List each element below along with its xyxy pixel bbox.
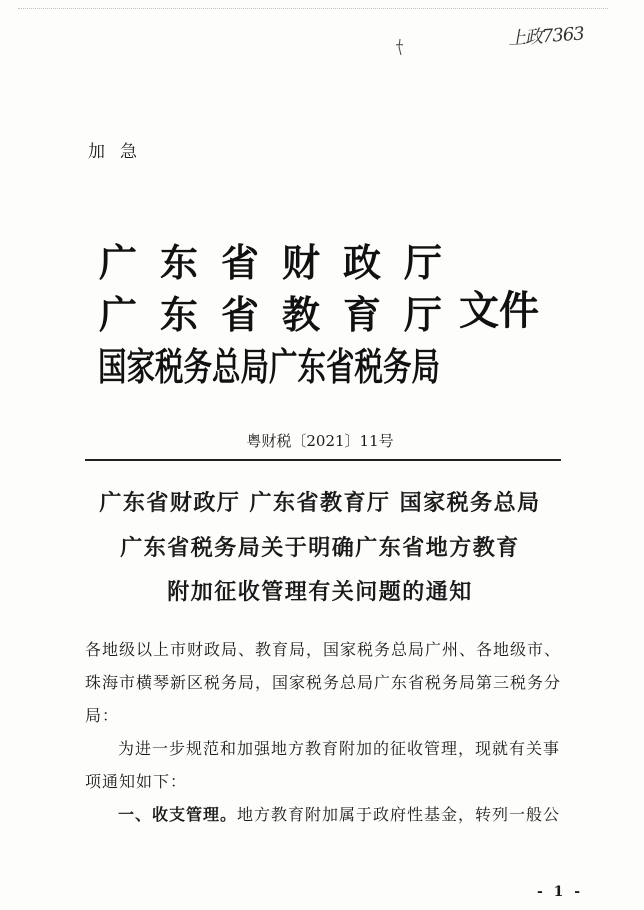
header-issuer-finance: 广东省财政厅	[99, 240, 466, 285]
pen-mark	[394, 38, 406, 56]
section-1-heading: 一、收支管理。	[118, 805, 238, 824]
salutation-line-3: 局：	[85, 706, 120, 725]
page-number: - 1 -	[537, 884, 584, 900]
section-1-text: 地方教育附加属于政府性基金，转列一般公	[237, 805, 561, 824]
salutation-line-1: 各地级以上市财政局、教育局，国家税务总局广州、各地级市、	[85, 640, 562, 659]
title-line-2: 广东省税务局关于明确广东省地方教育	[120, 535, 520, 561]
salutation-line-2: 珠海市横琴新区税务局，国家税务总局广东省税务局第三税务分	[85, 673, 562, 692]
header-issuer-tax: 国家税务总局广东省税务局	[98, 344, 441, 389]
handwritten-note: 上政7363	[507, 23, 585, 50]
intro-line-1: 为进一步规范和加强地方教育附加的征收管理，现就有关事	[118, 739, 561, 758]
header-issuer-education: 广东省教育厅	[99, 292, 466, 337]
title-line-3: 附加征收管理有关问题的通知	[167, 579, 473, 605]
title-line-1: 广东省财政厅 广东省教育厅 国家税务总局	[99, 490, 541, 516]
header-divider	[85, 459, 561, 461]
document-number: 粤财税〔2021〕11号	[246, 432, 394, 450]
intro-line-2: 项通知如下：	[85, 772, 188, 791]
section-1-line	[85, 798, 561, 831]
urgency-label: 加急	[88, 142, 152, 162]
header-document-suffix: 文件	[459, 288, 539, 334]
scan-artifact-line	[18, 8, 608, 9]
body-text	[85, 633, 561, 831]
